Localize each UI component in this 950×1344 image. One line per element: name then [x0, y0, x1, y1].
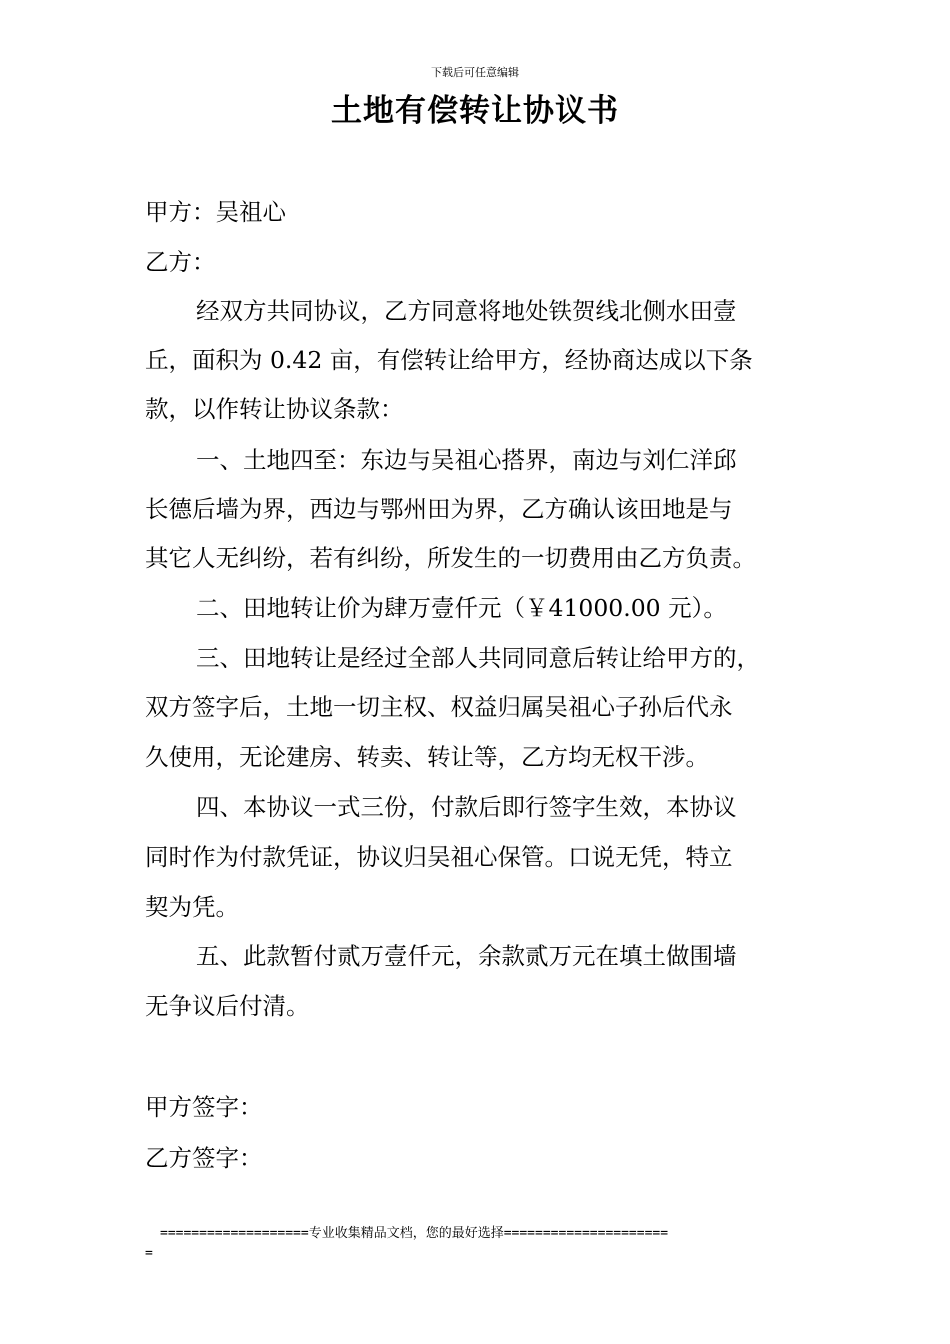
- party-b-signature: 乙方签字：: [145, 1144, 263, 1172]
- agreement-intro-line: 丘，面积为 0.42 亩，有偿转让给甲方，经协商达成以下条: [145, 346, 753, 374]
- party-a-signature: 甲方签字：: [145, 1093, 263, 1121]
- clause-3-line: 三、田地转让是经过全部人共同同意后转让给甲方的，: [196, 644, 760, 672]
- clause-3-line: 双方签字后，土地一切主权、权益归属吴祖心子孙后代永: [145, 693, 733, 721]
- clause-1-line: 长德后墙为界，西边与鄂州田为界，乙方确认该田地是与: [145, 495, 733, 523]
- agreement-intro-line: 经双方共同协议，乙方同意将地处铁贺线北侧水田壹: [196, 297, 737, 325]
- document-title: 土地有偿转让协议书: [331, 93, 619, 129]
- clause-5-line: 五、此款暂付贰万壹仟元，余款贰万元在填土做围墙: [196, 942, 737, 970]
- agreement-intro-line: 款，以作转让协议条款：: [145, 395, 404, 423]
- clause-3-line: 久使用，无论建房、转卖、转让等，乙方均无权干涉。: [145, 743, 709, 771]
- party-b-line: 乙方：: [145, 248, 216, 276]
- clause-5-line: 无争议后付清。: [145, 992, 310, 1020]
- clause-4-line: 同时作为付款凭证，协议归吴祖心保管。口说无凭，特立: [145, 843, 733, 871]
- clause-4-line: 契为凭。: [145, 893, 239, 921]
- clause-4-line: 四、本协议一式三份，付款后即行签字生效，本协议: [196, 793, 737, 821]
- clause-2-line: 二、田地转让价为肆万壹仟元（￥41000.00 元）。: [196, 594, 727, 622]
- footer-banner-tail: =: [145, 1246, 153, 1261]
- clause-1-line: 一、土地四至：东边与吴祖心搭界，南边与刘仁洋邱: [196, 446, 737, 474]
- header-note: 下载后可任意编辑: [431, 66, 519, 79]
- footer-banner: ===================专业收集精品文档，您的最好选择=====================: [160, 1226, 669, 1241]
- clause-1-line: 其它人无纠纷，若有纠纷，所发生的一切费用由乙方负责。: [145, 544, 756, 572]
- party-a-line: 甲方：吴祖心: [145, 198, 286, 226]
